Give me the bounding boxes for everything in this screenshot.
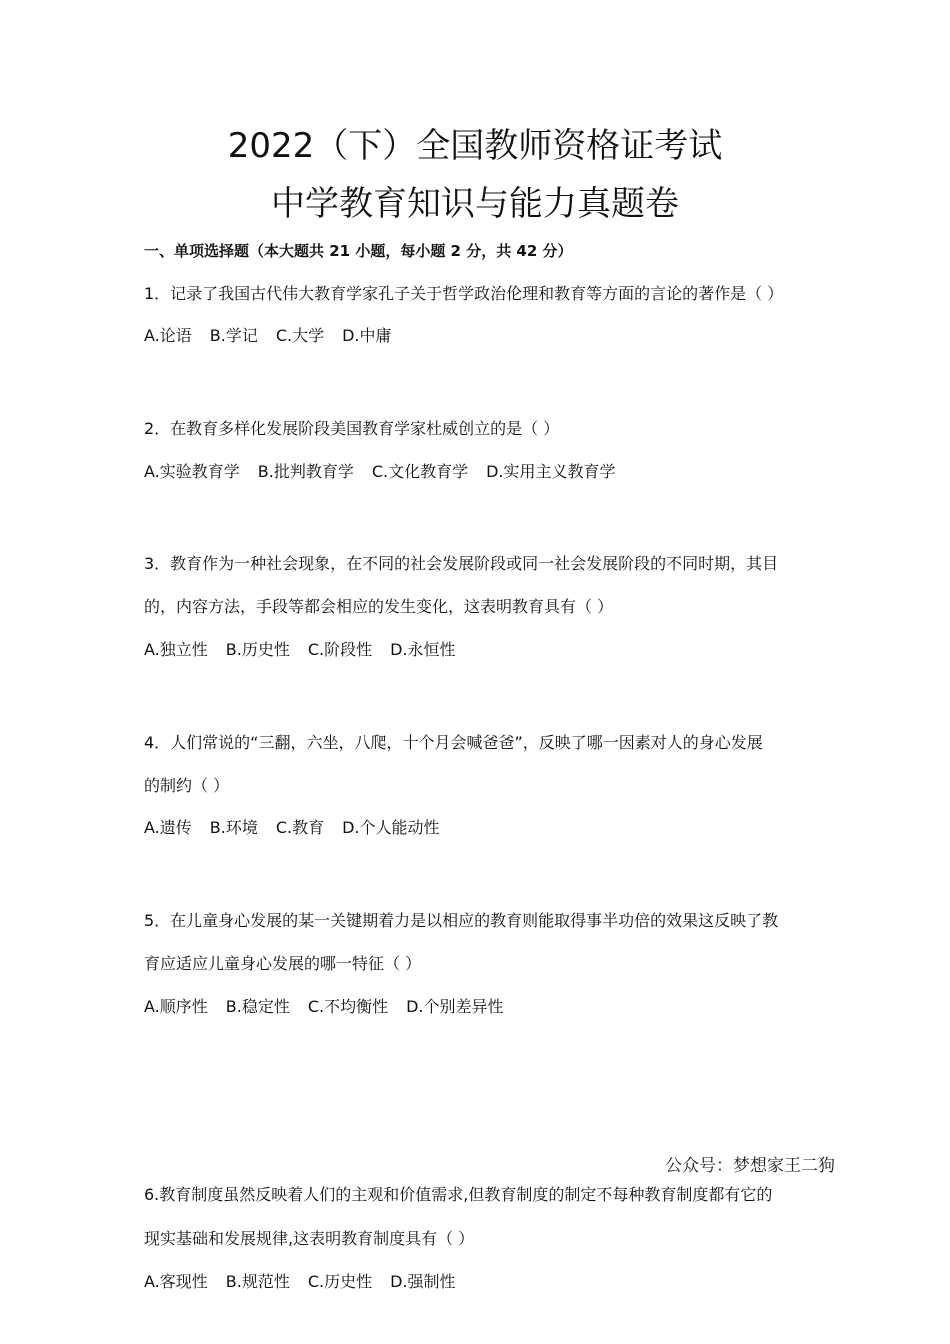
watermark-text: 公众号：梦想家王二狗 [665, 1156, 835, 1176]
question-5-text-line-1: 5．在儿童身心发展的某一关键期着力是以相应的教育则能取得事半功倍的效果这反映了教 [144, 911, 779, 930]
option-c: C.阶段性 [307, 640, 373, 659]
question-3-text-line-1: 3．教育作为一种社会现象，在不同的社会发展阶段或同一社会发展阶段的不同时期，其目 [144, 554, 779, 573]
question-5-text-line-2: 育应适应儿童身心发展的哪一特征（ ） [144, 954, 422, 973]
question-6-options [144, 1271, 474, 1293]
option-a: A.实验教育学 [144, 462, 240, 481]
option-b: B.稳定性 [225, 997, 290, 1016]
question-3-text-line-2: 的，内容方法，手段等都会相应的发生变化，这表明教育具有（ ） [144, 597, 614, 616]
option-b: B.学记 [209, 326, 258, 345]
exam-title-line-2: 中学教育知识与能力真题卷 [271, 184, 679, 224]
question-6-text-line-1: 6.教育制度虽然反映着人们的主观和价值需求,但教育制度的制定不每种教育制度都有它的 [144, 1185, 773, 1204]
question-2-text: 2．在教育多样化发展阶段美国教育学家杜威创立的是（ ） [144, 419, 560, 438]
question-5-options [144, 996, 522, 1018]
option-a: A.独立性 [144, 640, 208, 659]
question-1-text: 1．记录了我国古代伟大教育学家孔子关于哲学政治伦理和教育等方面的言论的著作是（ ） [144, 284, 784, 303]
option-d: D.个别差异性 [406, 997, 504, 1016]
option-d: D.实用主义教育学 [486, 462, 616, 481]
option-b: B.规范性 [225, 1272, 290, 1291]
question-4-text-line-2: 的制约（ ） [144, 776, 230, 795]
option-d: D.强制性 [390, 1272, 456, 1291]
question-4-options [144, 817, 458, 839]
question-6-text-line-2: 现实基础和发展规律,这表明教育制度具有（ ） [144, 1229, 475, 1248]
option-c: C.历史性 [307, 1272, 373, 1291]
option-c: C.文化教育学 [371, 462, 469, 481]
option-b: B.环境 [209, 818, 258, 837]
question-1-options [144, 325, 410, 347]
option-a: A.顺序性 [144, 997, 208, 1016]
question-3-options [144, 639, 474, 661]
option-c: C.大学 [275, 326, 325, 345]
option-d: D.中庸 [342, 326, 392, 345]
option-c: C.不均衡性 [307, 997, 389, 1016]
option-a: A.论语 [144, 326, 192, 345]
section-header: 一、单项选择题（本大题共 21 小题，每小题 2 分，共 42 分） [144, 242, 573, 260]
question-2-options [144, 461, 634, 483]
option-a: A.遗传 [144, 818, 192, 837]
option-d: D.个人能动性 [342, 818, 440, 837]
option-c: C.教育 [275, 818, 325, 837]
option-b: B.批判教育学 [257, 462, 354, 481]
question-4-text-line-1: 4．人们常说的“三翻，六坐，八爬，十个月会喊爸爸”，反映了哪一因素对人的身心发展 [144, 733, 763, 752]
option-a: A.客现性 [144, 1272, 208, 1291]
option-b: B.历史性 [225, 640, 290, 659]
option-d: D.永恒性 [390, 640, 456, 659]
exam-title-line-1: 2022（下）全国教师资格证考试 [227, 126, 723, 166]
